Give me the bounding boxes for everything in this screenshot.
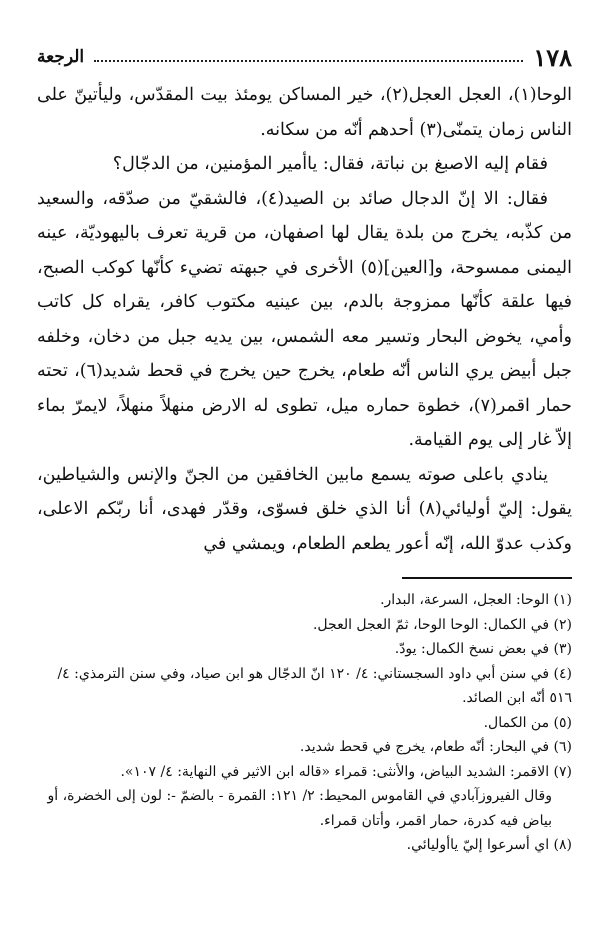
- footnote-separator: [402, 577, 572, 579]
- footnote: (٥) من الكمال.: [483, 714, 572, 731]
- page-number: ١٧٨: [533, 42, 572, 72]
- footnote: (٣) في بعض نسخ الكمال: يودّ.: [394, 641, 572, 657]
- body-paragraph: الوحا(١)، العجل العجل(٢)، خير المساكن يومئذ بيت المقدّس، وليأتينّ على الناس زمان يتمنّى(٣) أحدهم أنّه من سكانه.: [37, 85, 572, 140]
- main-text: [37, 78, 572, 561]
- header-dotted-rule: [94, 60, 523, 62]
- page-header: [37, 40, 572, 74]
- footnote-continuation: وقال الفيروزآبادي في القاموس المحيط: ٢/ ١٢١: القمرة - بالضمّ -: لون إلى الخضرة، أو بياض فيه كدرة، حمار اقمر، وأتان قمراء.: [47, 788, 552, 829]
- footnote: (٧) الاقمر: الشديد البياض، والأنثى: قمراء «قاله ابن الاثير في النهاية: ٤/ ١٠٧».: [120, 763, 572, 780]
- body-paragraph: فقال: الا إنّ الدجال صائد بن الصيد(٤)، فالشقيّ من صدّقه، والسعيد من كذّبه، يخرج من بلدة يقال لها اصفهان، من قرية تعرف باليهوديّة، عينه اليمنى ممسوحة، و[العين](٥) الأخرى في جبهته تضيء كأنّها كوكب الصبح، فيها علقة كأنّها ممزوجة بالدم، بين عينيه مكتوب كافر، يقراه كل كاتب وأمي، يخوض البحار وتسير معه الشمس، بين يديه جبل من دخان، وخلفه جبل أبيض يري الناس أنّه طعام، يخرج حين يخرج في قحط شديد(٦)، تحته حمار اقمر(٧)، خطوة حماره ميل، تطوى له الارض منهلاً منهلاً، لايمرّ بماء إلاّ غار إلى يوم القيامة.: [37, 188, 573, 450]
- footnote: (٢) في الكمال: الوحا الوحا، ثمّ العجل العجل.: [312, 616, 572, 633]
- footnote: (٨) اي أسرعوا إليّ ياأوليائي.: [406, 837, 572, 853]
- body-paragraph: فقام إليه الاصبغ بن نباتة، فقال: ياأمير المؤمنين، من الدجّال؟: [112, 154, 548, 174]
- footnote: (٦) في البحار: أنّه طعام، يخرج في قحط شديد.: [299, 739, 572, 755]
- footnote: (١) الوحا: العجل، السرعة، البدار.: [380, 592, 572, 608]
- footnote: (٤) في سنن أبي داود السجستاني: ٤/ ١٢٠ انّ الدجّال هو ابن صياد، وفي سنن الترمذي: ٤/ ٥١٦ أنّه ابن الصائد.: [57, 665, 572, 706]
- running-title: الرجعة: [37, 47, 85, 67]
- body-paragraph: ينادي باعلى صوته يسمع مابين الخافقين من الجنّ والإنس والشياطين، يقول: إليّ أوليائي(٨) أنا الذي خلق فسوّى، وقدّر فهدى، أنا ربّكم الاعلى، وكذب عدوّ الله، إنّه أعور يطعم الطعام، ويمشي في: [37, 464, 572, 554]
- footnotes: [37, 588, 572, 858]
